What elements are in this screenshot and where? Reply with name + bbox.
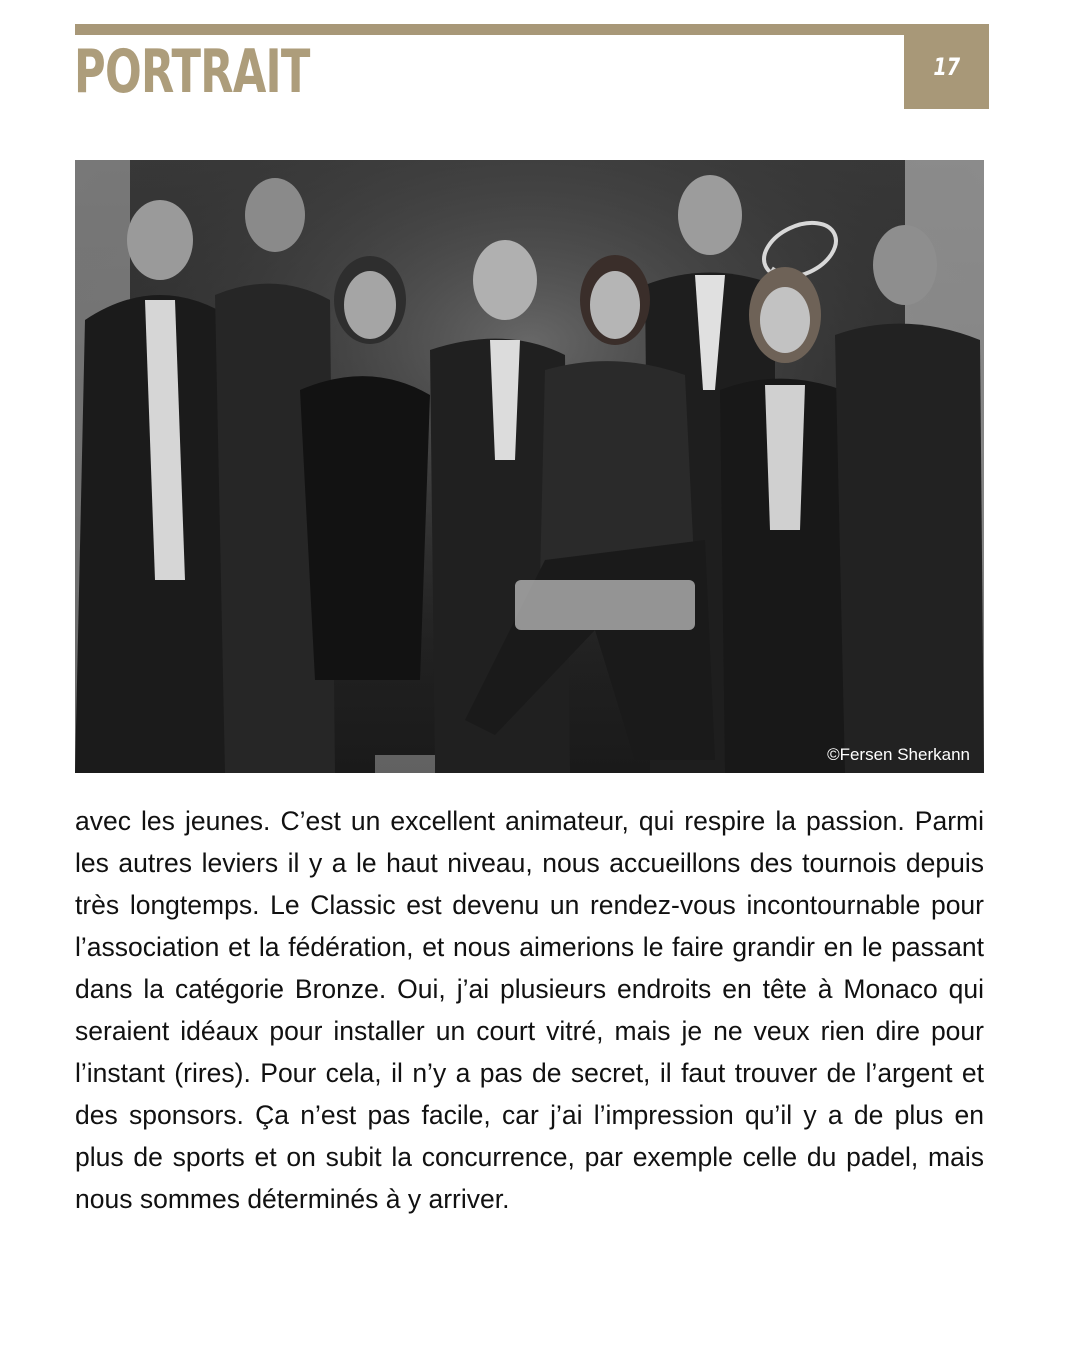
article-paragraph: avec les jeunes. C’est un excellent animateur, qui respire la passion. Parmi les autres leviers il y a le haut niveau, nous accueillons des tournois depuis très longtemps. Le Classic est devenu un rendez-vous incontournable pour l’association et la fédération, et nous aimerions le faire grandir en le passant dans la catégorie Bronze. Oui, j’ai plusieurs endroits en tête à Monaco qui seraient idéaux pour installer un court vitré, mais je ne veux rien dire pour l’instant (rires). Pour cela, il n’y a pas de secret, il faut trouver de l’argent et des sponsors. Ça n’est pas facile, car j’ai l’impression qu’il y a de plus en plus de sports et on subit la concurrence, par exemple celle du padel, mais nous sommes déterminés à y arriver. — [75, 806, 984, 1214]
page-number: 17 — [933, 52, 960, 81]
photo-credit: ©Fersen Sherkann — [827, 745, 970, 764]
header-rule — [75, 24, 989, 35]
section-title: PORTRAIT — [74, 37, 310, 107]
group-photo — [75, 160, 984, 773]
page-number-box — [904, 24, 989, 109]
group-photo-illustration — [75, 160, 984, 773]
article-body — [75, 800, 984, 1220]
